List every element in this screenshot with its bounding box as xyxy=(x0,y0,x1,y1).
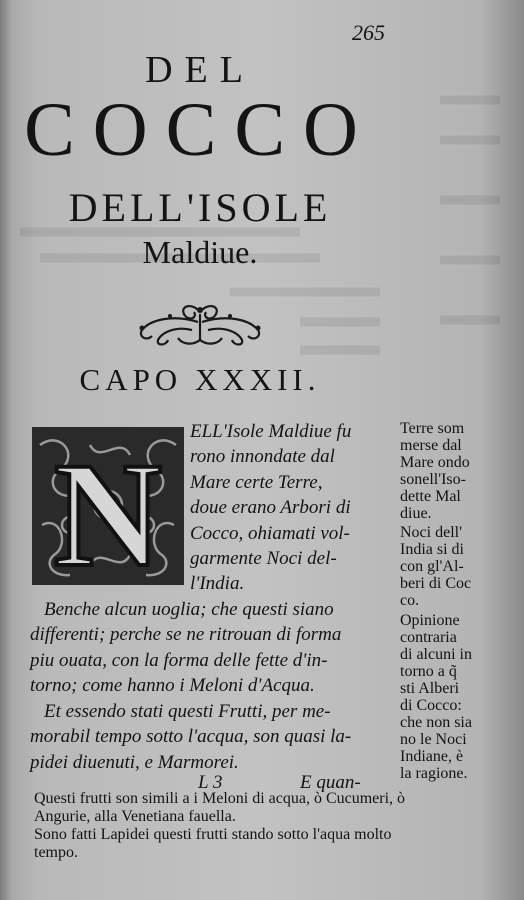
drop-capital-n xyxy=(30,425,186,587)
body-line: morabil tempo sotto l'acqua, son quasi la- xyxy=(30,726,352,747)
body-line: Cocco, ohiamati vol- xyxy=(190,523,350,544)
body-line: doue erano Arbori di xyxy=(190,497,351,518)
margin-note-line: sonell'Iso- xyxy=(400,471,466,488)
margin-note-line: di alcuni in xyxy=(400,646,472,663)
footnote-line: tempo. xyxy=(34,844,78,861)
margin-note-line: dette Mal xyxy=(400,488,461,505)
margin-note-line: contraria xyxy=(400,629,457,646)
margin-note-line: co. xyxy=(400,592,420,609)
title-line-1: DEL xyxy=(145,49,255,91)
margin-note-line: torno a q̃ xyxy=(400,663,457,680)
title-line-2: COCCO xyxy=(24,88,376,172)
body-line: pidei diuenuti, e Marmorei. xyxy=(30,752,239,773)
page-number: 265 xyxy=(352,20,385,45)
body-line: garmente Noci del- xyxy=(190,548,337,569)
margin-note-line: diue. xyxy=(400,505,432,522)
catchword: E quan- xyxy=(300,772,361,793)
margin-note-line: Terre som xyxy=(400,420,465,437)
footnote-line: Sono fatti Lapidei questi frutti stando sotto l'aqua molto xyxy=(34,826,392,843)
margin-note-line: Mare ondo xyxy=(400,454,470,471)
margin-note-line: beri di Coc xyxy=(400,575,472,592)
body-line: differenti; perche se ne ritrouan di forma xyxy=(30,624,342,645)
margin-note-line: sti Alberi xyxy=(400,680,460,697)
margin-note-line: India si di xyxy=(400,541,464,558)
body-line: Benche alcun uoglia; che questi siano xyxy=(44,599,334,620)
chapter-heading: CAPO XXXII. xyxy=(79,362,321,397)
margin-note-line: che non sia xyxy=(400,714,472,731)
body-line: Mare certe Terre, xyxy=(190,472,323,493)
margin-note-line: con gl'Al- xyxy=(400,558,464,575)
footnote-line: Questi frutti son simili a i Meloni di acqua, ò Cucumeri, ò xyxy=(34,790,406,807)
drop-capital-letter: N xyxy=(53,432,163,587)
margin-note-line: no le Noci xyxy=(400,731,467,748)
body-line: ELL'Isole Maldiue fu xyxy=(190,421,352,442)
body-line: l'India. xyxy=(190,573,245,594)
footnote-line: Angurie, alla Venetiana fauella. xyxy=(34,808,236,825)
margin-note-line: di Cocco: xyxy=(400,697,462,714)
body-line: piu ouata, con la forma delle fette d'in- xyxy=(30,650,328,671)
title-line-3: DELL'ISOLE xyxy=(68,185,332,230)
margin-note-line: la ragione. xyxy=(400,765,468,782)
margin-note-line: Noci dell' xyxy=(400,524,462,541)
body-line: rono innondate dal xyxy=(190,446,335,467)
body-line: torno; come hanno i Meloni d'Acqua. xyxy=(30,675,315,696)
signature-mark: L 3 xyxy=(198,772,223,793)
floral-ornament xyxy=(132,300,268,350)
title-line-4: Maldiue. xyxy=(142,234,258,270)
margin-note-line: Opinione xyxy=(400,612,460,629)
body-line: Et essendo stati questi Frutti, per me- xyxy=(44,701,331,722)
margin-note-line: merse dal xyxy=(400,437,462,454)
margin-note-line: Indiane, è xyxy=(400,748,464,765)
